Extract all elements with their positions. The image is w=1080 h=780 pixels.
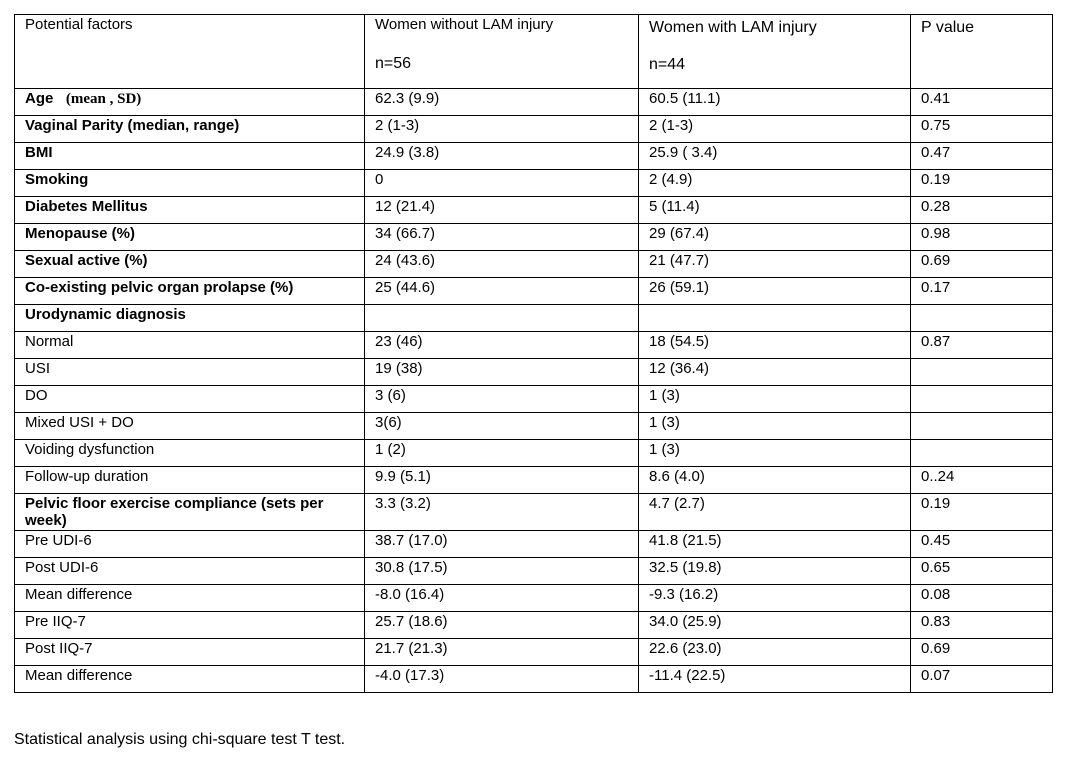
table-row [15,440,1053,467]
p-value: 0.19 [911,170,1053,197]
header-p-value: P value [911,15,1053,89]
row-label: Mean difference [15,666,365,693]
value-without-lam: 24 (43.6) [365,251,639,278]
value-without-lam: 0 [365,170,639,197]
table-row [15,585,1053,612]
p-value: 0.07 [911,666,1053,693]
row-label: Pre IIQ-7 [15,612,365,639]
table-row [15,197,1053,224]
p-value: 0.75 [911,116,1053,143]
header-without-lam [365,15,639,89]
table-row [15,467,1053,494]
row-label: BMI [15,143,365,170]
value-with-lam: 8.6 (4.0) [639,467,911,494]
value-without-lam: -4.0 (17.3) [365,666,639,693]
value-without-lam: 12 (21.4) [365,197,639,224]
value-with-lam: 29 (67.4) [639,224,911,251]
header-without-lam-n: n=56 [375,55,412,72]
row-label: Pre UDI-6 [15,531,365,558]
value-without-lam: 1 (2) [365,440,639,467]
table-row [15,558,1053,585]
value-with-lam: 1 (3) [639,413,911,440]
table-row [15,386,1053,413]
value-with-lam: 4.7 (2.7) [639,494,911,531]
value-with-lam: 22.6 (23.0) [639,639,911,666]
row-label: Mixed USI + DO [15,413,365,440]
p-value: 0.41 [911,89,1053,116]
table-row [15,251,1053,278]
table-header-row [15,15,1053,89]
value-without-lam: -8.0 (16.4) [365,585,639,612]
value-without-lam: 3(6) [365,413,639,440]
value-without-lam: 25 (44.6) [365,278,639,305]
row-label: Age (mean , SD) [15,89,365,116]
table-row [15,639,1053,666]
value-without-lam: 9.9 (5.1) [365,467,639,494]
p-value [911,440,1053,467]
row-label: Vaginal Parity (median, range) [15,116,365,143]
value-with-lam: 21 (47.7) [639,251,911,278]
table-row [15,494,1053,531]
p-value: 0.65 [911,558,1053,585]
data-table [14,14,1053,693]
value-with-lam: 12 (36.4) [639,359,911,386]
row-label: Post UDI-6 [15,558,365,585]
row-label: Co-existing pelvic organ prolapse (%) [15,278,365,305]
header-with-lam [639,15,911,89]
row-label: DO [15,386,365,413]
row-label: Follow-up duration [15,467,365,494]
p-value: 0.47 [911,143,1053,170]
value-without-lam: 24.9 (3.8) [365,143,639,170]
table-row [15,305,1053,332]
table-row [15,143,1053,170]
p-value: 0..24 [911,467,1053,494]
table-row [15,170,1053,197]
value-with-lam: 5 (11.4) [639,197,911,224]
header-potential-factors: Potential factors [15,15,365,89]
value-without-lam: 34 (66.7) [365,224,639,251]
table-row [15,224,1053,251]
p-value: 0.45 [911,531,1053,558]
value-with-lam: 1 (3) [639,440,911,467]
value-without-lam: 25.7 (18.6) [365,612,639,639]
table-row [15,612,1053,639]
value-with-lam: 26 (59.1) [639,278,911,305]
value-with-lam: -9.3 (16.2) [639,585,911,612]
row-label-suffix: (mean , SD) [65,91,142,107]
value-without-lam: 23 (46) [365,332,639,359]
p-value: 0.17 [911,278,1053,305]
value-without-lam: 30.8 (17.5) [365,558,639,585]
row-label: Post IIQ-7 [15,639,365,666]
row-label: Urodynamic diagnosis [15,305,365,332]
value-with-lam: -11.4 (22.5) [639,666,911,693]
value-without-lam [365,305,639,332]
value-without-lam: 19 (38) [365,359,639,386]
p-value [911,386,1053,413]
table-row [15,666,1053,693]
value-with-lam: 25.9 ( 3.4) [639,143,911,170]
row-label: Smoking [15,170,365,197]
p-value [911,359,1053,386]
value-with-lam: 2 (1-3) [639,116,911,143]
footnote: Statistical analysis using chi-square test T test. [14,731,346,748]
value-without-lam: 2 (1-3) [365,116,639,143]
table-row [15,89,1053,116]
table-row [15,332,1053,359]
p-value: 0.08 [911,585,1053,612]
row-label: USI [15,359,365,386]
value-with-lam: 41.8 (21.5) [639,531,911,558]
row-label: Normal [15,332,365,359]
value-without-lam: 38.7 (17.0) [365,531,639,558]
p-value: 0.98 [911,224,1053,251]
table-row [15,531,1053,558]
p-value: 0.19 [911,494,1053,531]
value-with-lam: 60.5 (11.1) [639,89,911,116]
table-row [15,359,1053,386]
row-label: Voiding dysfunction [15,440,365,467]
row-label: Menopause (%) [15,224,365,251]
value-without-lam: 3 (6) [365,386,639,413]
row-label: Pelvic floor exercise compliance (sets per week) [15,494,365,531]
p-value: 0.87 [911,332,1053,359]
value-with-lam: 32.5 (19.8) [639,558,911,585]
table-row [15,116,1053,143]
header-with-lam-title: Women with LAM injury [649,19,817,36]
p-value [911,413,1053,440]
p-value: 0.28 [911,197,1053,224]
value-with-lam: 18 (54.5) [639,332,911,359]
value-without-lam: 21.7 (21.3) [365,639,639,666]
value-with-lam: 1 (3) [639,386,911,413]
p-value: 0.69 [911,251,1053,278]
value-with-lam: 2 (4.9) [639,170,911,197]
row-label: Diabetes Mellitus [15,197,365,224]
header-with-lam-n: n=44 [649,56,686,73]
value-with-lam [639,305,911,332]
header-without-lam-title: Women without LAM injury [375,16,554,33]
table-row [15,413,1053,440]
p-value [911,305,1053,332]
row-label: Mean difference [15,585,365,612]
row-label: Sexual active (%) [15,251,365,278]
value-without-lam: 3.3 (3.2) [365,494,639,531]
table-body [15,15,1053,693]
value-with-lam: 34.0 (25.9) [639,612,911,639]
p-value: 0.83 [911,612,1053,639]
table-row [15,278,1053,305]
value-without-lam: 62.3 (9.9) [365,89,639,116]
p-value: 0.69 [911,639,1053,666]
